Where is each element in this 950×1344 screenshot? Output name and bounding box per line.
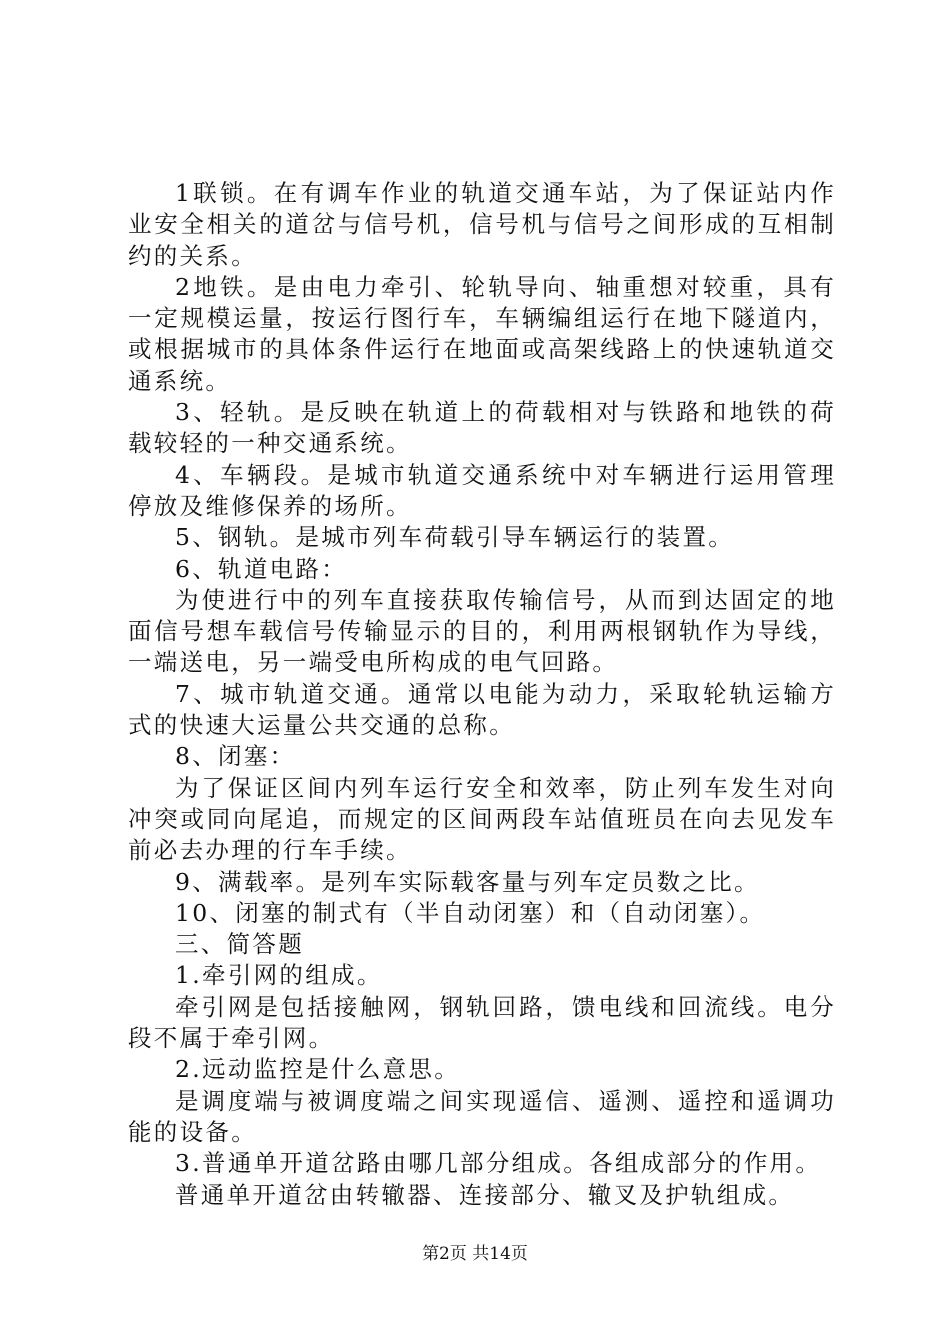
paragraph-track-circuit-body: 为使进行中的列车直接获取传输信号，从而到达固定的地面信号想车载信号传输显示的目的，利用两根钢轨作为导线，一端送电，另一端受电所构成的电气回路。 [128,585,836,677]
question-remote-monitoring: 2.远动监控是什么意思。 [175,1055,461,1084]
answer-turnout: 普通单开道岔由转辙器、连接部分、辙叉及护轨组成。 [175,1180,795,1209]
paragraph-block-systems: 10、闭塞的制式有（半自动闭塞）和（自动闭塞）。 [175,898,766,927]
document-body [128,178,836,1211]
section-heading-short-answer: 三、简答题 [175,930,304,959]
paragraph-depot: 4、车辆段。是城市轨道交通系统中对车辆进行运用管理停放及维修保养的场所。 [128,460,836,520]
page-number-footer: 第2页 共14页 [422,1244,528,1264]
paragraph-interlocking: 1联锁。在有调车作业的轨道交通车站，为了保证站内作业安全相关的道岔与信号机，信号机与信号之间形成的互相制约的关系。 [128,179,836,270]
question-turnout: 3.普通单开道岔路由哪几部分组成。各组成部分的作用。 [175,1149,822,1178]
paragraph-track-circuit-heading: 6、轨道电路： [175,554,348,583]
paragraph-block-heading: 8、闭塞： [175,742,296,771]
answer-remote-monitoring: 是调度端与被调度端之间实现遥信、遥测、遥控和遥调功能的设备。 [128,1086,836,1146]
paragraph-block-body: 为了保证区间内列车运行安全和效率，防止列车发生对向冲突或同向尾追，而规定的区间两段车站值班员在向去见发车前必去办理的行车手续。 [128,773,836,865]
paragraph-urban-rail: 7、城市轨道交通。通常以电能为动力，采取轮轨运输方式的快速大运量公共交通的总称。 [128,679,836,740]
paragraph-rail: 5、钢轨。是城市列车荷载引导车辆运行的装置。 [175,523,735,552]
answer-traction-network: 牵引网是包括接触网，钢轨回路，馈电线和回流线。电分段不属于牵引网。 [128,992,836,1053]
paragraph-light-rail: 3、轻轨。是反映在轨道上的荷载相对与铁路和地铁的荷载较轻的一种交通系统。 [128,398,836,458]
paragraph-load-factor: 9、满载率。是列车实际载客量与列车定员数之比。 [175,867,760,896]
paragraph-metro: 2地铁。是由电力牵引、轮轨导向、轴重想对较重，具有一定规模运量，按运行图行车，车辆编组运行在地下隧道内，或根据城市的具体条件运行在地面或高架线路上的快速轨道交通系统。 [128,272,836,395]
question-traction-network: 1.牵引网的组成。 [175,961,383,990]
